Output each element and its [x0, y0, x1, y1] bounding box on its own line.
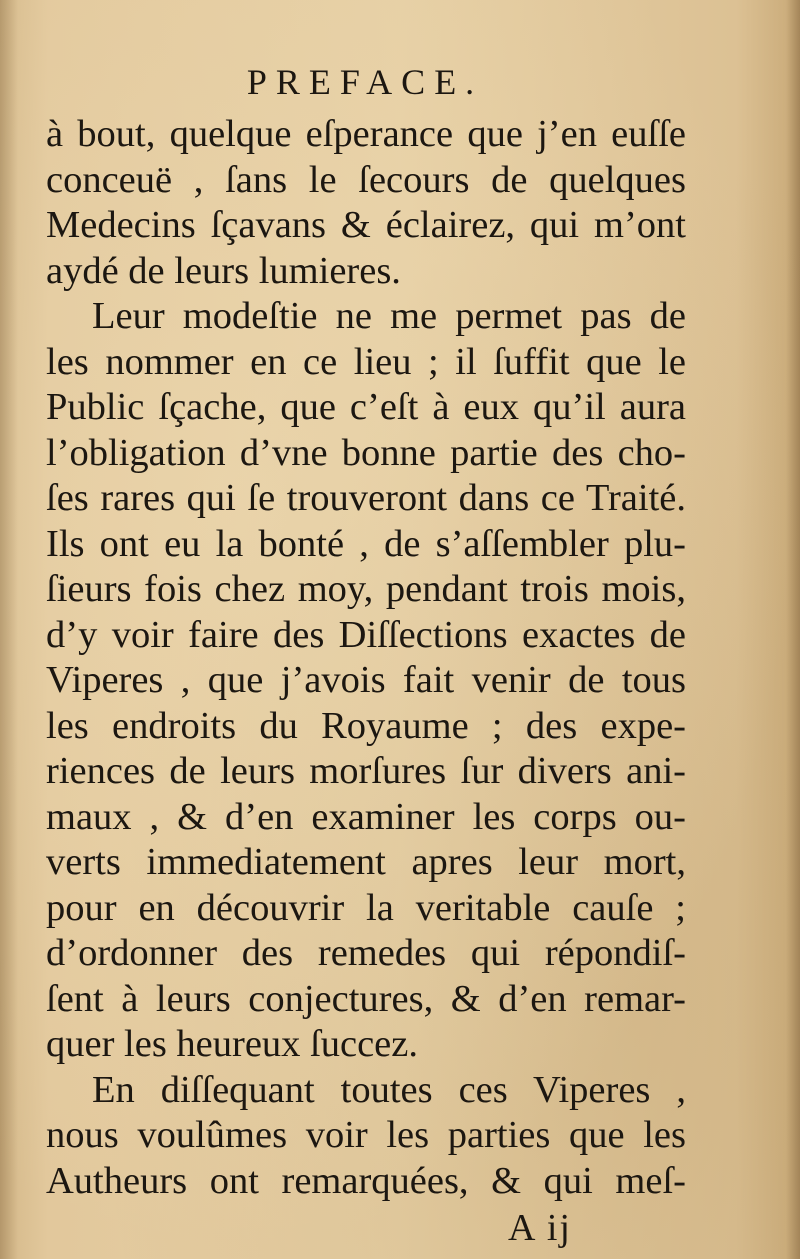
running-head: PREFACE.	[246, 62, 484, 102]
signature-mark: A ij	[508, 1207, 572, 1249]
text-line: quer les heureux ſuccez.	[46, 1023, 418, 1065]
text-line: Viperes , que j’avois fait venir de tous	[46, 659, 686, 701]
text-line: nous voulûmes voir les parties que les	[46, 1114, 686, 1156]
body-text	[46, 112, 686, 1204]
paragraph-start-line: En diſſequant toutes ces Viperes ,	[92, 1068, 686, 1111]
text-line: Public ſçache, que c’eſt à eux qu’il aura	[46, 386, 686, 428]
text-line: ſent à leurs conjectures, & d’en remar-	[46, 977, 686, 1020]
text-line: pour en découvrir la veritable cauſe ;	[46, 886, 686, 929]
text-line: les endroits du Royaume ; des expe-	[46, 704, 686, 747]
text-line: ſieurs fois chez moy, pendant trois mois,	[46, 568, 686, 610]
text-line: ſes rares qui ſe trouveront dans ce Traité.	[46, 477, 686, 519]
text-line: maux , & d’en examiner les corps ou-	[46, 795, 686, 838]
text-line: l’obligation d’vne bonne partie des cho-	[46, 431, 686, 474]
paragraph-start-line: Leur modeſtie ne me permet pas de	[92, 295, 686, 337]
text-line: Medecins ſçavans & éclairez, qui m’ont	[46, 204, 686, 246]
text-line: à bout, quelque eſperance que j’en euſſe	[46, 113, 686, 155]
text-line: verts immediatement apres leur mort,	[46, 841, 686, 883]
text-line: aydé de leurs lumieres.	[46, 249, 401, 292]
text-line: les nommer en ce lieu ; il ſuffit que le	[46, 340, 686, 383]
text-line: d’y voir faire des Diſſections exactes de	[46, 613, 686, 656]
text-line: conceuë , ſans le ſecours de quelques	[46, 158, 686, 201]
text-line: riences de leurs morſures ſur divers ani-	[46, 750, 686, 792]
text-line: Autheurs ont remarquées, & qui meſ-	[46, 1159, 686, 1202]
text-line: Ils ont eu la bonté , de s’aſſembler plu-	[46, 522, 686, 565]
text-line: d’ordonner des remedes qui répondiſ-	[46, 932, 686, 974]
